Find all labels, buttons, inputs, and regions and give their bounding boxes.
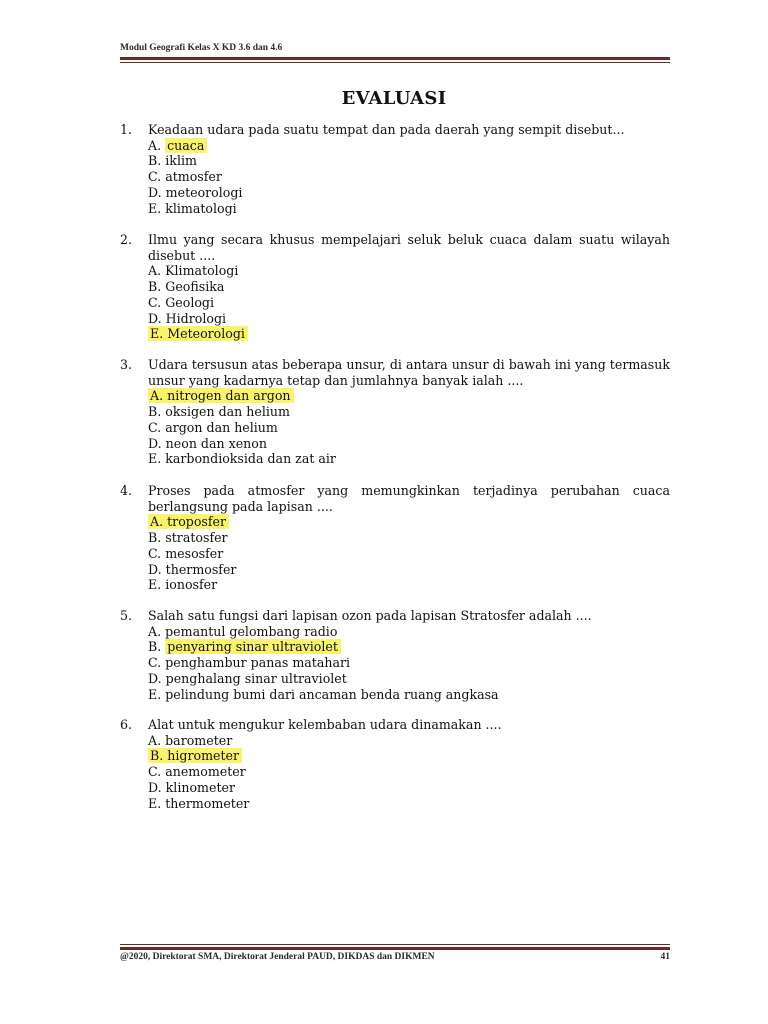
option-b	[120, 639, 670, 655]
option-d	[120, 780, 670, 796]
option-d	[120, 311, 670, 327]
option-text: Meteorologi	[167, 326, 245, 342]
option-label: D.	[148, 779, 162, 795]
option-label: E.	[148, 577, 162, 593]
option-text: oksigen dan helium	[165, 404, 290, 420]
option-highlighted	[148, 748, 242, 763]
question-text: Salah satu fungsi dari lapisan ozon pada lapisan Stratosfer adalah ....	[148, 608, 592, 623]
header-rule-thick	[120, 57, 670, 60]
option-label: C.	[148, 419, 162, 435]
option-text: atmosfer	[165, 169, 222, 185]
option-text: penghambur panas matahari	[165, 655, 351, 671]
option-text: Hidrologi	[165, 310, 227, 326]
option-text: stratosfer	[165, 530, 228, 546]
option-label: C.	[148, 169, 162, 185]
option-text: Klimatologi	[165, 263, 239, 279]
option-c	[120, 546, 670, 562]
page-header: Modul Geografi Kelas X KD 3.6 dan 4.6	[120, 43, 283, 53]
option-text-highlighted: cuaca	[165, 138, 207, 153]
option-e	[120, 451, 670, 467]
option-label: E.	[148, 200, 162, 216]
option-d	[120, 436, 670, 452]
option-label: E.	[148, 686, 162, 702]
option-label: C.	[148, 294, 162, 310]
option-c	[120, 764, 670, 780]
question-text: Ilmu yang secara khusus mempelajari seluk beluk cuaca dalam suatu wilayah disebut ....	[148, 232, 670, 263]
option-e	[120, 687, 670, 703]
page-title: EVALUASI	[341, 88, 447, 109]
option-b	[120, 530, 670, 546]
option-label: A.	[148, 137, 162, 153]
option-a	[120, 263, 670, 279]
option-text: klimatologi	[165, 200, 237, 216]
question-number: 5.	[120, 608, 133, 623]
page-number: 41	[660, 952, 670, 962]
option-b	[120, 748, 670, 764]
option-e	[120, 201, 670, 217]
question-number: 1.	[120, 122, 133, 137]
option-label: A.	[150, 514, 164, 530]
option-text: neon dan xenon	[165, 435, 267, 451]
question-text: Keadaan udara pada suatu tempat dan pada daerah yang sempit disebut...	[148, 122, 625, 137]
question-1	[120, 122, 670, 216]
option-label: D.	[148, 435, 162, 451]
question-number: 6.	[120, 717, 133, 732]
footer-rule-thin	[120, 944, 670, 945]
option-highlighted	[148, 388, 294, 403]
option-highlighted	[148, 326, 248, 341]
question-number: 4.	[120, 483, 133, 498]
option-c	[120, 655, 670, 671]
option-a	[120, 624, 670, 640]
option-text-highlighted: penyaring sinar ultraviolet	[165, 639, 341, 654]
question-text: Proses pada atmosfer yang memungkinkan terjadinya perubahan cuaca berlangsung pada lapisan ....	[148, 483, 670, 514]
question-4	[120, 483, 670, 593]
option-text: mesosfer	[165, 545, 224, 561]
option-label: A.	[150, 388, 164, 404]
option-e	[120, 577, 670, 593]
question-3	[120, 357, 670, 467]
option-b	[120, 279, 670, 295]
option-text: Geofisika	[165, 279, 225, 295]
option-highlighted	[148, 514, 229, 529]
question-number: 2.	[120, 232, 133, 247]
option-text: thermosfer	[165, 561, 237, 577]
option-text: karbondioksida dan zat air	[165, 451, 336, 467]
option-label: E.	[150, 326, 164, 342]
option-text: argon dan helium	[165, 419, 278, 435]
option-text: klinometer	[165, 779, 235, 795]
option-label: B.	[148, 404, 162, 420]
question-2	[120, 232, 670, 342]
footer-rule-thick	[120, 947, 670, 950]
option-b	[120, 153, 670, 169]
option-label: C.	[148, 655, 162, 671]
option-label: C.	[148, 545, 162, 561]
option-label: C.	[148, 764, 162, 780]
option-label: E.	[148, 451, 162, 467]
option-a	[120, 733, 670, 749]
option-text: troposfer	[167, 514, 227, 530]
option-text: meteorologi	[165, 184, 243, 200]
option-text: Geologi	[165, 294, 215, 310]
option-label: E.	[148, 795, 162, 811]
question-number: 3.	[120, 357, 133, 372]
option-text: iklim	[165, 153, 197, 169]
header-rule-thin	[120, 62, 670, 63]
option-a	[120, 138, 670, 154]
option-text: higrometer	[167, 748, 240, 764]
option-e	[120, 326, 670, 342]
option-text: penghalang sinar ultraviolet	[165, 670, 347, 686]
question-text: Udara tersusun atas beberapa unsur, di antara unsur di bawah ini yang termasuk unsur yang kadarnya tetap dan jumlahnya banyak ialah ....	[148, 357, 670, 388]
option-label: A.	[148, 732, 162, 748]
option-label: B.	[150, 748, 164, 764]
option-label: D.	[148, 670, 162, 686]
option-text: ionosfer	[165, 577, 218, 593]
option-text: nitrogen dan argon	[167, 388, 291, 404]
option-d	[120, 562, 670, 578]
option-text: pemantul gelombang radio	[165, 623, 338, 639]
page-footer	[120, 952, 670, 962]
question-5	[120, 608, 670, 702]
option-c	[120, 169, 670, 185]
option-b	[120, 404, 670, 420]
option-d	[120, 671, 670, 687]
option-label: D.	[148, 310, 162, 326]
option-label: B.	[148, 639, 162, 655]
option-c	[120, 295, 670, 311]
option-e	[120, 796, 670, 812]
footer-copyright: @2020, Direktorat SMA, Direktorat Jenderal PAUD, DIKDAS dan DIKMEN	[120, 952, 435, 962]
option-a	[120, 388, 670, 404]
option-text: thermometer	[165, 795, 250, 811]
option-label: B.	[148, 153, 162, 169]
option-label: D.	[148, 561, 162, 577]
option-label: A.	[148, 623, 162, 639]
option-text: anemometer	[165, 764, 246, 780]
option-text: barometer	[165, 732, 233, 748]
option-label: B.	[148, 279, 162, 295]
option-label: A.	[148, 263, 162, 279]
question-6	[120, 717, 670, 811]
option-text: pelindung bumi dari ancaman benda ruang angkasa	[165, 686, 499, 702]
option-d	[120, 185, 670, 201]
question-text: Alat untuk mengukur kelembaban udara dinamakan ....	[148, 717, 502, 732]
option-label: B.	[148, 530, 162, 546]
option-a	[120, 514, 670, 530]
option-label: D.	[148, 184, 162, 200]
option-c	[120, 420, 670, 436]
